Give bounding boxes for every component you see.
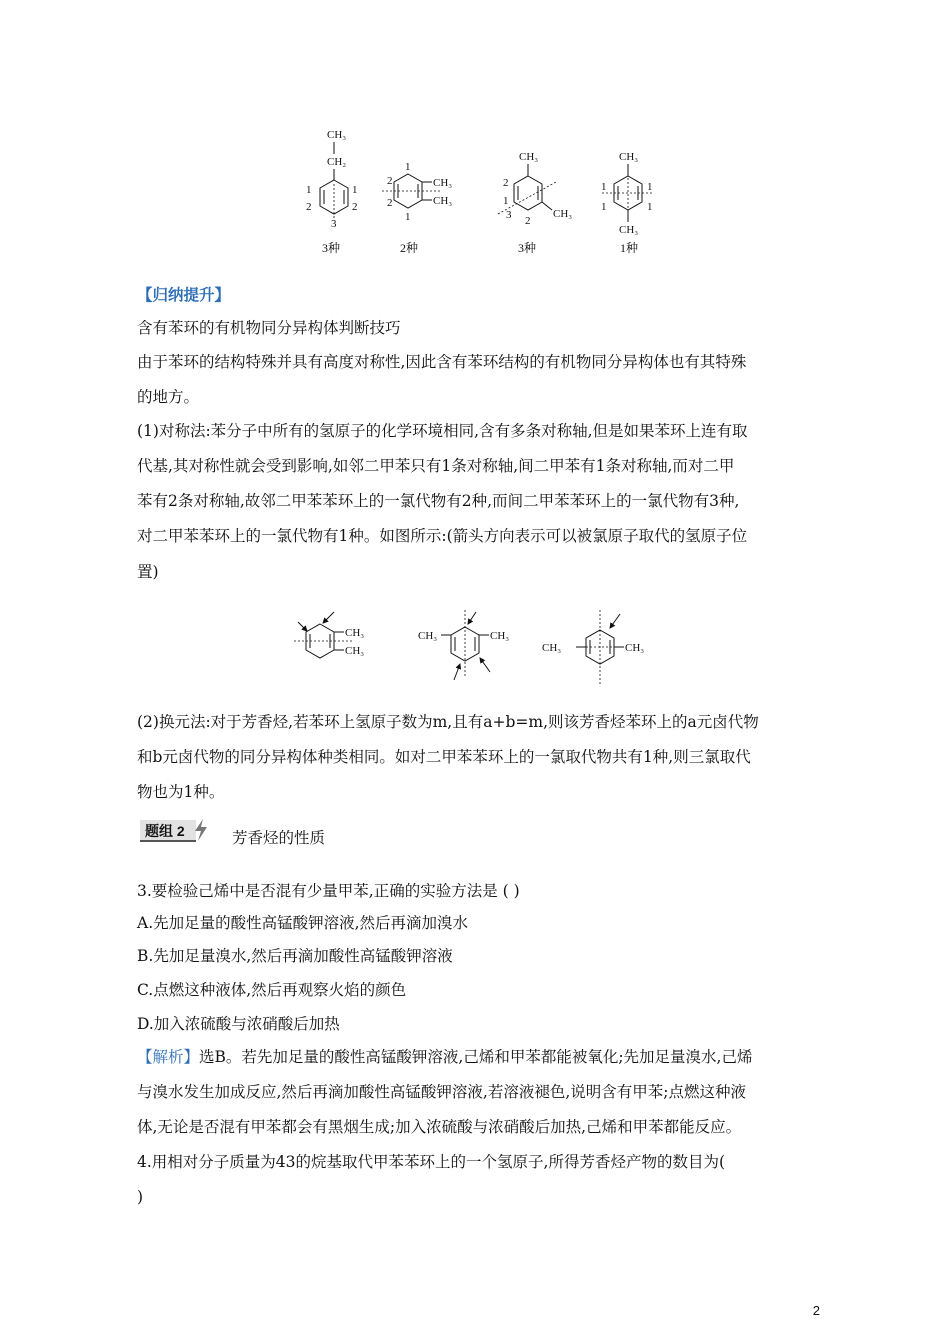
ethylbenzene-structure [306, 129, 358, 255]
q4-line-1: 4.用相对分子质量为43的烷基取代甲苯苯环上的一个氢原子,所得芳香烃产物的数目为( [137, 1153, 725, 1171]
q4-line-2: ) [137, 1188, 144, 1206]
group-title: 芳香烃的性质 [232, 829, 326, 847]
q3-option-b: B.先加足量溴水,然后再滴加酸性高锰酸钾溶液 [137, 947, 453, 965]
summary-line-3: (1)对称法:苯分子中所有的氢原子的化学环境相同,含有多条对称轴,但是如果苯环上连有取 [137, 422, 748, 440]
caption-3-kinds-b: 3种 [518, 241, 537, 255]
svg-text:CH₃: CH₃ [619, 224, 639, 236]
svg-text:1: 1 [647, 201, 653, 213]
svg-text:2: 2 [352, 201, 358, 213]
svg-text:1: 1 [405, 211, 411, 223]
label-ch3: CH₃ [327, 129, 347, 141]
q3-analysis-line-2: 与溴水发生加成反应,然后再滴加酸性高锰酸钾溶液,若溶液褪色,说明含有甲苯;点燃这种液 [137, 1083, 747, 1101]
group-badge [140, 820, 212, 842]
svg-text:CH₃: CH₃ [625, 642, 645, 654]
q3-option-a: A.先加足量的酸性高锰酸钾溶液,然后再滴加溴水 [137, 914, 469, 932]
q3-stem: 3.要检验己烯中是否混有少量甲苯,正确的实验方法是 ( ) [137, 882, 520, 900]
summary-line-5: 苯有2条对称轴,故邻二甲苯苯环上的一氯代物有2种,而间二甲苯苯环上的一氯代物有3种, [137, 492, 740, 510]
svg-text:1: 1 [306, 184, 312, 196]
svg-text:CH₃: CH₃ [619, 151, 639, 163]
summary-line-1: 由于苯环的结构特殊并具有高度对称性,因此含有苯环结构的有机物同分异构体也有其特殊 [137, 353, 747, 371]
caption-1-kind: 1种 [620, 241, 639, 255]
analysis-tag: 【解析】 [137, 1048, 200, 1066]
summary-line-6: 对二甲苯苯环上的一氯代物有1种。如图所示:(箭头方向表示可以被氯原子取代的氢原子位 [137, 527, 748, 545]
m-xylene-sites [418, 610, 509, 680]
caption-2-kinds: 2种 [400, 241, 419, 255]
svg-text:2: 2 [387, 197, 393, 209]
q3-option-c: C.点燃这种液体,然后再观察火焰的颜色 [137, 981, 407, 999]
svg-text:1: 1 [352, 184, 358, 196]
svg-text:CH₃: CH₃ [519, 151, 539, 163]
p-xylene-sites [542, 610, 644, 684]
svg-text:1: 1 [503, 195, 509, 207]
m-xylene-structure [498, 151, 572, 255]
p-xylene-structure [601, 151, 654, 255]
svg-text:CH₃: CH₃ [418, 630, 438, 642]
svg-text:CH₃: CH₃ [345, 645, 365, 657]
svg-text:1: 1 [405, 161, 411, 173]
svg-text:CH₃: CH₃ [490, 630, 510, 642]
svg-text:CH₃: CH₃ [345, 627, 365, 639]
o-xylene-sites [294, 612, 364, 658]
group-badge-label: 题组 2 [145, 823, 185, 839]
caption-3-kinds: 3种 [322, 241, 341, 255]
svg-text:CH₃: CH₃ [433, 195, 453, 207]
analysis-text-1: 选B。若先加足量的酸性高锰酸钾溶液,己烯和甲苯都能被氧化;先加足量溴水,己烯 [199, 1048, 753, 1066]
summary-title: 含有苯环的有机物同分异构体判断技巧 [137, 319, 401, 337]
summary-line-2: 的地方。 [137, 388, 200, 406]
isomer-structures-figure [290, 120, 680, 265]
label-ch2: CH₂ [327, 156, 347, 168]
svg-text:3: 3 [331, 218, 337, 230]
method2-line-2: 和b元卤代物的同分异构体种类相同。如对二甲苯苯环上的一氯取代物共有1种,则三氯取代 [137, 748, 751, 766]
svg-text:2: 2 [525, 215, 531, 227]
q3-analysis-line-1 [137, 1046, 753, 1068]
svg-text:CH₃: CH₃ [553, 208, 573, 220]
svg-text:1: 1 [601, 201, 607, 213]
svg-text:1: 1 [647, 181, 653, 193]
svg-text:3: 3 [506, 209, 512, 221]
svg-text:CH₃: CH₃ [433, 177, 453, 189]
svg-text:2: 2 [387, 175, 393, 187]
summary-line-4: 代基,其对称性就会受到影响,如邻二甲苯只有1条对称轴,间二甲苯有1条对称轴,而对二甲 [137, 457, 735, 475]
q3-analysis-line-3: 体,无论是否混有甲苯都会有黑烟生成;加入浓硫酸与浓硝酸后加热,己烯和甲苯都能反应。 [137, 1118, 742, 1136]
svg-text:2: 2 [503, 177, 509, 189]
q3-option-d: D.加入浓硫酸与浓硝酸后加热 [137, 1015, 340, 1033]
o-xylene-structure [382, 161, 452, 255]
summary-heading: 【归纳提升】 [137, 285, 231, 304]
svg-text:1: 1 [601, 181, 607, 193]
chlorination-sites-figure [290, 602, 670, 692]
method2-line-3: 物也为1种。 [137, 783, 225, 801]
page-number: 2 [812, 1303, 820, 1318]
lightning-icon [192, 818, 210, 842]
summary-line-7: 置) [137, 563, 159, 581]
svg-text:CH₃: CH₃ [542, 642, 562, 654]
method2-line-1: (2)换元法:对于芳香烃,若苯环上氢原子数为m,且有a+b=m,则该芳香烃苯环上的a元卤代物 [137, 713, 759, 731]
svg-text:2: 2 [306, 201, 312, 213]
